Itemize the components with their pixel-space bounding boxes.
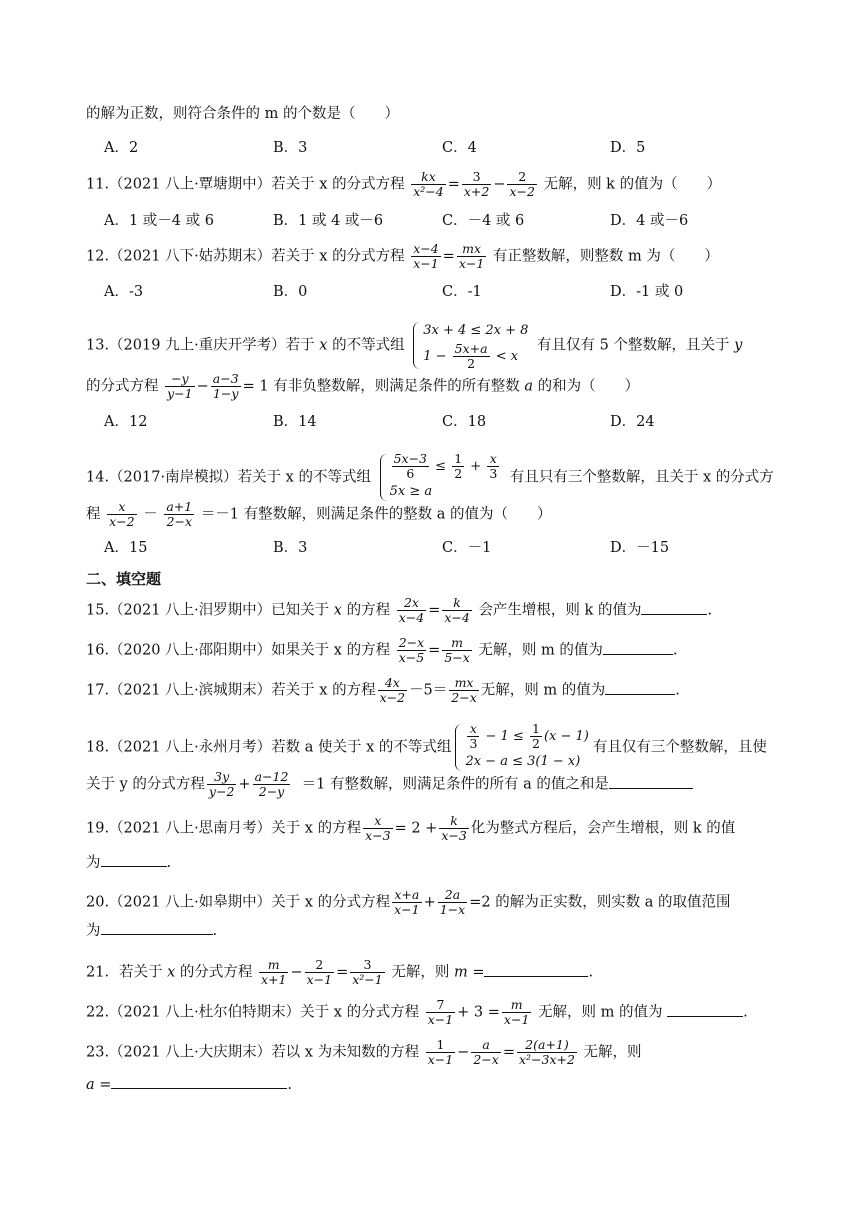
fraction: $\frac{4x}{x-2}$ — [379, 675, 406, 705]
answer-blank[interactable] — [101, 852, 167, 867]
answer-blank[interactable] — [641, 600, 707, 615]
question-19-line2: 为 . — [86, 852, 790, 873]
option-c: C．4 — [442, 140, 477, 156]
q11-options — [104, 209, 804, 229]
option-d: D．-1 或 0 — [610, 284, 684, 300]
q10-options — [104, 136, 804, 156]
option-a: A．15 — [104, 540, 148, 556]
question-23-line2: a = . — [86, 1074, 790, 1095]
question-20-line2: 为 . — [86, 920, 790, 941]
answer-blank[interactable] — [484, 962, 588, 977]
question-18-line2: 关于 y 的分式方程 $\frac{3y}{y-2}$ + $\frac{a-12}{2-y}$ ＝1 有整数解，则满足条件的所有 a 的值之和是 — [86, 770, 790, 799]
option-c: C．18 — [442, 414, 487, 430]
fraction: $\frac{7}{x-1}$ — [427, 997, 454, 1027]
option-b: B．3 — [273, 540, 308, 556]
option-d: D．－15 — [610, 540, 670, 556]
answer-blank[interactable] — [111, 1074, 287, 1089]
fraction: $\frac{m}{x-1}$ — [503, 997, 530, 1027]
section-heading: 二、填空题 — [86, 570, 162, 588]
fraction: $\frac{x}{x-3}$ — [365, 813, 391, 843]
fraction: $\frac{x+a}{x-1}$ — [394, 887, 420, 917]
question-15: 15.（2021 八上·汨罗期中）已知关于 x 的方程 $\frac{2x}{x-4}$ = $\frac{k}{x-4}$ 会产生增根，则 k 的值为 . — [86, 595, 713, 625]
fraction: $\frac{2x}{x-4}$ — [398, 595, 425, 625]
option-b: B．14 — [273, 414, 317, 430]
fraction: $\frac{x-4}{x-1}$ — [413, 241, 439, 271]
fraction: $\frac{1}{x-1}$ — [427, 1037, 454, 1067]
fraction: $\frac{3}{x+2}$ — [463, 169, 490, 199]
answer-blank[interactable] — [609, 774, 693, 789]
question-17: 17.（2021 八上·滨城期末）若关于 x 的方程 $\frac{4x}{x-2}$ －5＝ $\frac{mx}{2-x}$ 无解，则 m 的值为 . — [86, 675, 680, 705]
question-12: 12.（2021 八下·姑苏期末）若关于 x 的分式方程 $\frac{x-4}{x-1}$ = $\frac{mx}{x-1}$ 有正整数解，则整数 m 为（ ） — [86, 241, 719, 271]
fraction: $\frac{a}{2-x}$ — [473, 1037, 499, 1067]
answer-blank[interactable] — [603, 640, 673, 655]
option-c: C．-1 — [442, 284, 482, 300]
question-13: 13.（2019 九上·重庆开学考）若于 x 的不等式组 3x + 4 ≤ 2x + 8 1 − $\frac{5x+a}{2}$ < x 有且仅有 5 个整数解，且关于 y — [86, 320, 790, 371]
fraction: $\frac{3}{\text{x²−1}}$ — [352, 957, 383, 987]
question-14-line2: 程 $\frac{x}{x-2}$ － $\frac{a+1}{2-x}$ ＝－1 有整数解，则满足条件的整数 a 的值为（ ） — [86, 499, 552, 529]
option-c: C．－4 或 6 — [442, 213, 525, 229]
answer-blank[interactable] — [667, 1002, 743, 1017]
option-c: C．－1 — [442, 540, 492, 556]
fraction: $\frac{x}{x-2}$ — [109, 499, 135, 529]
fraction: $\frac{a-3}{1-y}$ — [212, 371, 239, 401]
fraction: $\frac{a+1}{2-x}$ — [166, 499, 193, 529]
question-21: 21．若关于 x 的分式方程 $\frac{m}{x+1}$ − $\frac{2}{x-1}$ = $\frac{3}{\text{x²−1}}$ 无解，则 m = . — [86, 957, 594, 987]
inequality-system: $\frac{5x-3}{6}$ ≤ $\frac{1}{2}$ + $\frac{x}{3}$ 5x ≥ a — [380, 452, 502, 503]
question-19: 19.（2021 八上·思南月考）关于 x 的方程 $\frac{x}{x-3}$ = 2 + $\frac{k}{x-3}$ 化为整式方程后，会产生增根，则 k 的值 — [86, 813, 736, 843]
question-23: 23.（2021 八上·大庆期末）若以 x 为未知数的方程 $\frac{1}{x-1}$ − $\frac{a}{2-x}$ = $\frac{2(a+1)}{\text{x²−3x+2}}$ 无解，则 — [86, 1037, 642, 1067]
fraction: $\frac{m}{5-x}$ — [444, 635, 470, 665]
fraction: $\frac{2(a+1)}{\text{x²−3x+2}}$ — [518, 1037, 575, 1067]
question-18: 18.（2021 八上·永州月考）若数 a 使关于 x 的不等式组 $\frac{x}{3}$ − 1 ≤ $\frac{1}{2}$ (x − 1) 2x − a ≤ 3(1 − x) 有且仅有三个整数解，且使 — [86, 722, 790, 773]
fraction: $\frac{m}{x+1}$ — [260, 957, 287, 987]
fraction: $\frac{k}{x-4}$ — [444, 595, 470, 625]
fraction: $\frac{2}{x-2}$ — [509, 169, 535, 199]
option-d: D．5 — [610, 140, 646, 156]
inequality-system: $\frac{x}{3}$ − 1 ≤ $\frac{1}{2}$ (x − 1) 2x − a ≤ 3(1 − x) — [455, 722, 588, 773]
fraction: $\frac{k}{x-3}$ — [441, 813, 467, 843]
fraction: $\frac{3y}{y-2}$ — [208, 769, 235, 799]
option-a: A．2 — [104, 140, 139, 156]
option-b: B．1 或 4 或－6 — [273, 213, 384, 229]
question-22: 22.（2021 八上·杜尔伯特期末）关于 x 的分式方程 $\frac{7}{x-1}$ + 3 = $\frac{m}{x-1}$ 无解，则 m 的值为 . — [86, 997, 748, 1027]
option-b: B．3 — [273, 140, 308, 156]
q14-options — [104, 536, 804, 556]
option-a: A．-3 — [104, 284, 144, 300]
fraction: $\frac{2-x}{x-5}$ — [398, 635, 425, 665]
option-b: B．0 — [273, 284, 308, 300]
fraction: $\frac{mx}{2-x}$ — [451, 675, 477, 705]
fraction: $\frac{kx}{\text{x²−4}}$ — [413, 169, 444, 199]
answer-blank[interactable] — [605, 680, 675, 695]
question-11: 11.（2021 八上·覃塘期中）若关于 x 的分式方程 $\frac{kx}{\text{x²−4}}$ = $\frac{3}{x+2}$ − $\frac{2}{x-2}$ 无解，则 k 的值为（ ） — [86, 169, 722, 199]
question-13-line2: 的分式方程 $\frac{-y}{y-1}$ − $\frac{a-3}{1-y}$ = 1 有非负整数解，则满足条件的所有整数 a 的和为（ ） — [86, 371, 640, 401]
question-16: 16.（2020 八上·邵阳期中）如果关于 x 的方程 $\frac{2-x}{x-5}$ = $\frac{m}{5-x}$ 无解，则 m 的值为 . — [86, 635, 678, 665]
answer-blank[interactable] — [101, 920, 213, 935]
option-d: D．4 或－6 — [610, 213, 689, 229]
q13-options — [104, 410, 804, 430]
fraction: $\frac{a-12}{2-y}$ — [254, 769, 289, 799]
q12-options — [104, 280, 804, 300]
inequality-system: 3x + 4 ≤ 2x + 8 1 − $\frac{5x+a}{2}$ < x — [413, 320, 528, 371]
option-d: D．24 — [610, 414, 655, 430]
option-a: A．1 或－4 或 6 — [104, 213, 214, 229]
q10-text: 的解为正数，则符合条件的 m 的个数是（ ） — [86, 106, 399, 122]
fraction: $\frac{2}{x-1}$ — [306, 957, 333, 987]
fraction: $\frac{mx}{x-1}$ — [458, 241, 485, 271]
option-a: A．12 — [104, 414, 148, 430]
fraction: $\frac{2a}{1-x}$ — [439, 887, 466, 917]
question-20: 20.（2021 八上·如皋期中）关于 x 的分式方程 $\frac{x+a}{x-1}$ + $\frac{2a}{1-x}$ =2 的解为正实数，则实数 a 的取值范围 — [86, 887, 731, 917]
fraction: $\frac{-y}{y-1}$ — [167, 371, 193, 401]
question-14: 14.（2017·南岸模拟）若关于 x 的不等式组 $\frac{5x-3}{6}$ ≤ $\frac{1}{2}$ + $\frac{x}{3}$ 5x ≥ a 有且只有三个整数解，且关于 x 的分式方 — [86, 452, 790, 503]
